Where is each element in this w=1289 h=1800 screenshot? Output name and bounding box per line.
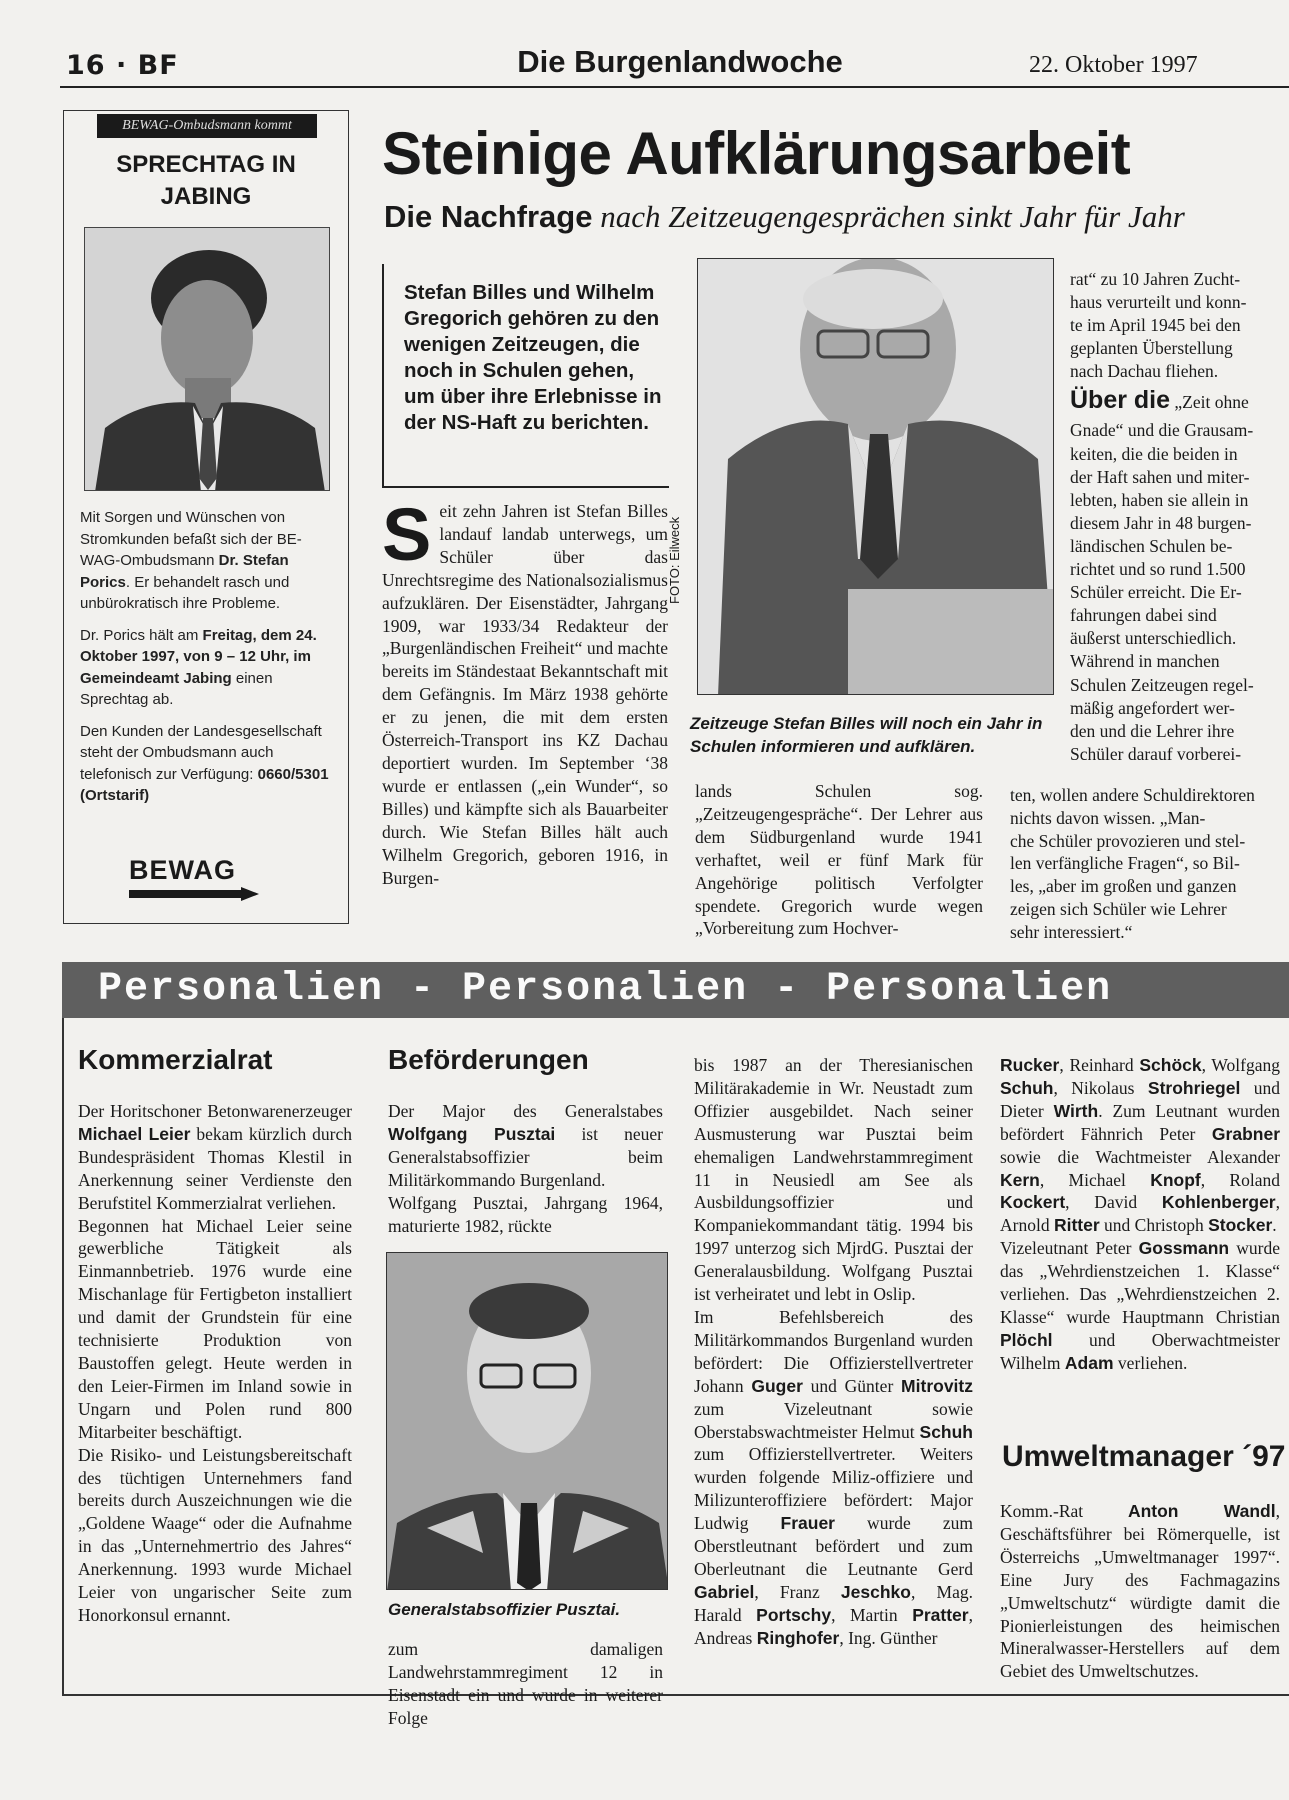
column-3-line: len verfängliche Fragen“, so Bil- (1010, 853, 1240, 874)
column-3-line: den und die Lehrer ihre (1070, 720, 1235, 741)
column-3-line: ländischen Schulen be- (1070, 535, 1233, 556)
photo-illustration (698, 259, 1054, 695)
article-column-1: Seit zehn Jahren ist Stefan Billes landauf landab unterwegs, um Schüler über das Unrechtsregime des Nationalsozialismus aufzuklären. Der Eisenstädter, Jahrgang 1909, war 1933/34 Redakteur der „Burgenländischen Freiheit“ und machte bereits im Ständestaat Bekanntschaft mit dem Gefängnis. Im März 1938 gehörte er zu jenen, die mit dem ersten Österreich-Transport ins KZ Dachau deportiert wurden. Im September ‘38 wurde er entlassen („ein Wunder“, so Billes) und kämpfte sich als Bauarbeiter durch. Wie Stefan Billes hält auch Wilhelm Gregorich, geboren 1916, in Burgen- (382, 493, 668, 888)
sidebar-paragraph-1: Mit Sorgen und Wünschen von Stromkunden befaßt sich der BE-WAG-Ombudsmann Dr. Stefan Porics. Er behandelt rasch und unbürokratisch ihre Probleme. (80, 509, 302, 612)
section-border-left (62, 1018, 64, 1694)
column-3-line: te im April 1945 bei den (1070, 315, 1241, 336)
sidebar-headline: SPRECHTAG IN JABING (116, 151, 296, 210)
column-3-line: keiten, die die beiden in (1070, 443, 1238, 464)
befoerderungen-paragraph-2: Wolfgang Pusztai, Jahrgang 1964, maturierte 1982, rückte (388, 1192, 663, 1236)
lead-box (382, 264, 669, 488)
article-column-3 (1070, 268, 1289, 766)
sidebar-kicker: BEWAG-Ombudsmann kommt (97, 114, 317, 138)
column-3-line: Schüler erreicht. Die Er- (1070, 582, 1242, 603)
photo-credit: FOTO: Eilweck (667, 516, 682, 604)
article-column-2: lands Schulen sog. „Zeitzeugengespräche“. Der Lehrer aus dem Südburgenland wurde 1941 verhaftet, weil er fünf Mark für Angehörige politisch Verfolgter spendete. Gregorich wurde wegen „Vorbereitung zum Hochver- (695, 781, 983, 939)
article-subhead: Die Nachfrage nach Zeitzeugengesprächen sinkt Jahr für Jahr (384, 199, 1185, 234)
befoerderungen-title: Beförderungen (388, 1044, 589, 1075)
column-3-line: richtet und so rund 1.500 (1070, 559, 1246, 580)
personalien-banner: Personalien - Personalien - Personalien (62, 962, 1289, 1018)
befoerderungen-text (388, 1100, 663, 1237)
photo-wolfgang-pusztai (386, 1252, 668, 1590)
kommerzialrat-title: Kommerzialrat (78, 1044, 273, 1075)
header-rule (60, 86, 1289, 88)
kommerzialrat-paragraph-1: Der Horitschoner Betonwarenerzeuger Michael Leier bekam kürzlich durch Bundespräsident Thomas Klestil in Anerkennung seiner Verdienste den Berufstitel Kommerzialrat verliehen. (78, 1101, 352, 1213)
column-3-line: lebten, haben sie allein in (1070, 489, 1249, 510)
column-3-line: mäßig angefordert wer- (1070, 697, 1235, 718)
kommerzialrat-paragraph-2: Begonnen hat Michael Leier seine gewerbliche Tätigkeit als Einmannbetrieb. 1976 wurde eine Mischanlage für Fertigbeton installiert und damit der Grundstein für eine technisierte Produktion von Baustoffen gelegt. Heute werden in den Leier-Firmen im Inland sowie in Ungarn und Polen rund 800 Mitarbeiter beschäftigt. (78, 1215, 352, 1442)
column-3-line: geplanten Überstellung (1070, 338, 1233, 359)
promotions-paragraph-2: Vizeleutnant Peter Gossmann wurde das „Wehrdienstzeichen 1. Klasse“ verliehen. Das „Wehrdienstzeichen 2. Klasse“ wurde Hauptmann Christian Plöchl und Oberwachtmeister Wilhelm Adam verliehen. (1000, 1238, 1281, 1373)
column-3-subhead: Über die (1070, 386, 1171, 415)
article-headline: Steinige Aufklärungsarbeit (382, 120, 1131, 187)
column-3-line: fahrungen dabei sind (1070, 605, 1217, 626)
section-border-bottom (62, 1694, 1289, 1696)
sidebar-paragraph-2: Dr. Porics hält am Freitag, dem 24. Oktober 1997, von 9 – 12 Uhr, im Gemeindeamt Jabing einen Sprechtag ab. (80, 626, 317, 708)
photo-stefan-billes (697, 258, 1054, 695)
military-paragraph-1: bis 1987 an der Theresianischen Militärakademie in Wr. Neustadt zum Offizier ausgebildet. Nach seiner Ausmusterung war Pusztai beim ehemaligen Landwehrstammregiment 11 in Neusiedl am See als Ausbildungsoffizier und Kompaniekommandant tätig. 1994 bis 1997 unterzog sich MjrdG. Pusztai der Generalausbildung. Wolfgang Pusztai ist verheiratet und lebt in Oslip. (694, 1055, 973, 1305)
column-3-line: Gnade“ und die Grausam- (1070, 420, 1254, 441)
pusztai-caption: Generalstabsoffizier Pusztai. (388, 1600, 621, 1619)
military-promotions-text (694, 1054, 973, 1650)
sidebar-text (80, 507, 336, 817)
column-3-subhead-line: Über die „Zeit ohne (1070, 386, 1249, 415)
military-paragraph-2: Im Befehlsbereich des Militärkommandos Burgenland wurden befördert: Die Offizierstellvertreter Johann Guger und Günter Mitrovitz zum Vizeleutnant sowie Oberstabswachtmeister Helmut Schuh zum Offizierstellvertreter. Weiters wurden folgende Miliz-offiziere und Milizunteroffiziere befördert: Major Ludwig Frauer wurde zum Oberstleutnant befördert und zum Oberleutnant die Leutnante Gerd Gabriel, Franz Jeschko, Mag. Harald Portschy, Martin Pratter, Andreas Ringhofer, Ing. Günther (694, 1306, 973, 1648)
portrait-illustration (85, 228, 330, 491)
befoerderungen-text-continued: zum damaligen Landwehrstammregiment 12 in Eisenstadt ein und wurde in weiterer Folge (388, 1639, 663, 1728)
issue-date: 22. Oktober 1997 (1029, 52, 1198, 78)
column-3-line: zeigen sich Schüler wie Lehrer (1010, 898, 1227, 919)
kommerzialrat-paragraph-3: Die Risiko- und Leistungsbereitschaft des tüchtigen Unternehmers fand bereits durch Auszeichnungen wie die „Goldene Waage“ oder die Aufnahme in das „Unternehmertrio des Jahres“ Anerkennung. 1993 wurde Michael Leier von ungarischer Seite zum Honorkonsul ernannt. (78, 1444, 352, 1625)
column-3-line: Während in manchen (1070, 651, 1220, 672)
article-column-3-end (1010, 784, 1289, 944)
column-3-line: haus verurteilt und konn- (1070, 292, 1247, 313)
photo-illustration (387, 1253, 668, 1590)
column-3-line: Schüler darauf vorberei- (1070, 743, 1242, 764)
column-3-line: rat“ zu 10 Jahren Zucht- (1070, 269, 1241, 289)
column-3-line: der Haft sahen und miter- (1070, 466, 1250, 487)
umweltmanager-paragraph: Komm.-Rat Anton Wandl, Geschäftsführer bei Römerquelle, ist Österreichs „Umweltmanager 1997“. Eine Jury des Fachmagazins „Umweltschutz“ würdigte damit die Pionierleistungen des heimischen Mineralwasser-Herstellers auf dem Gebiet des Umweltschutzes. (1000, 1501, 1280, 1682)
promotions-text-continued (1000, 1054, 1280, 1375)
column-3-line: Schulen Zeitzeugen regel- (1070, 674, 1254, 695)
portrait-photo-porics (84, 227, 330, 491)
column-3-line: äußerst unterschiedlich. (1070, 628, 1237, 649)
sidebar-paragraph-3: Den Kunden der Landesgesellschaft steht der Ombudsmann auch telefonisch zur Verfügung: 0660/5301 (Ortstarif) (80, 722, 329, 804)
bewag-logo (129, 855, 259, 905)
newspaper-name: Die Burgenlandwoche (517, 44, 843, 79)
lead-text: Stefan Billes und Wilhelm Gregorich gehören zu den wenigen Zeitzeugen, die noch in Schulen gehen, um über ihre Erlebnisse in der NS-Haft zu berichten. (404, 281, 662, 434)
column-3-line: sehr interessiert.“ (1010, 921, 1133, 942)
photo-caption: Zeitzeuge Stefan Billes will noch ein Jahr in Schulen informieren und aufklären. (690, 714, 1043, 756)
page-number: 16 · BF (66, 50, 179, 81)
column-3-line: che Schüler provozieren und stel- (1010, 830, 1246, 851)
kommerzialrat-text (78, 1100, 352, 1627)
column-3-line: ten, wollen andere Schuldirektoren (1010, 785, 1255, 805)
bewag-logo-text: BEWAG (129, 855, 237, 885)
column-3-line: nichts davon wissen. „Man- (1010, 807, 1206, 828)
umweltmanager-text (1000, 1500, 1280, 1683)
befoerderungen-paragraph-1: Der Major des Generalstabes Wolfgang Pusztai ist neuer Generalstabsoffizier beim Militärkommando Burgenland. (388, 1101, 663, 1190)
sidebar-box (63, 110, 349, 924)
column-3-line: diesem Jahr in 48 burgen- (1070, 512, 1252, 533)
bewag-arrow-icon (129, 887, 259, 901)
column-3-line: nach Dachau fliehen. (1070, 361, 1219, 382)
dropcap: S (382, 493, 432, 576)
umweltmanager-title: Umweltmanager ´97 (1002, 1440, 1286, 1473)
column-3-line: les, „aber im großen und ganzen (1010, 876, 1237, 897)
promotions-paragraph-1: Rucker, Reinhard Schöck, Wolfgang Schuh, Nikolaus Strohriegel und Dieter Wirth. Zum Leutnant wurden befördert Fähnrich Peter Grabner sowie die Wachtmeister Alexander Kern, Michael Knopf, Roland Kockert, David Kohlenberger, Arnold Ritter und Christoph Stocker. (1000, 1055, 1280, 1236)
